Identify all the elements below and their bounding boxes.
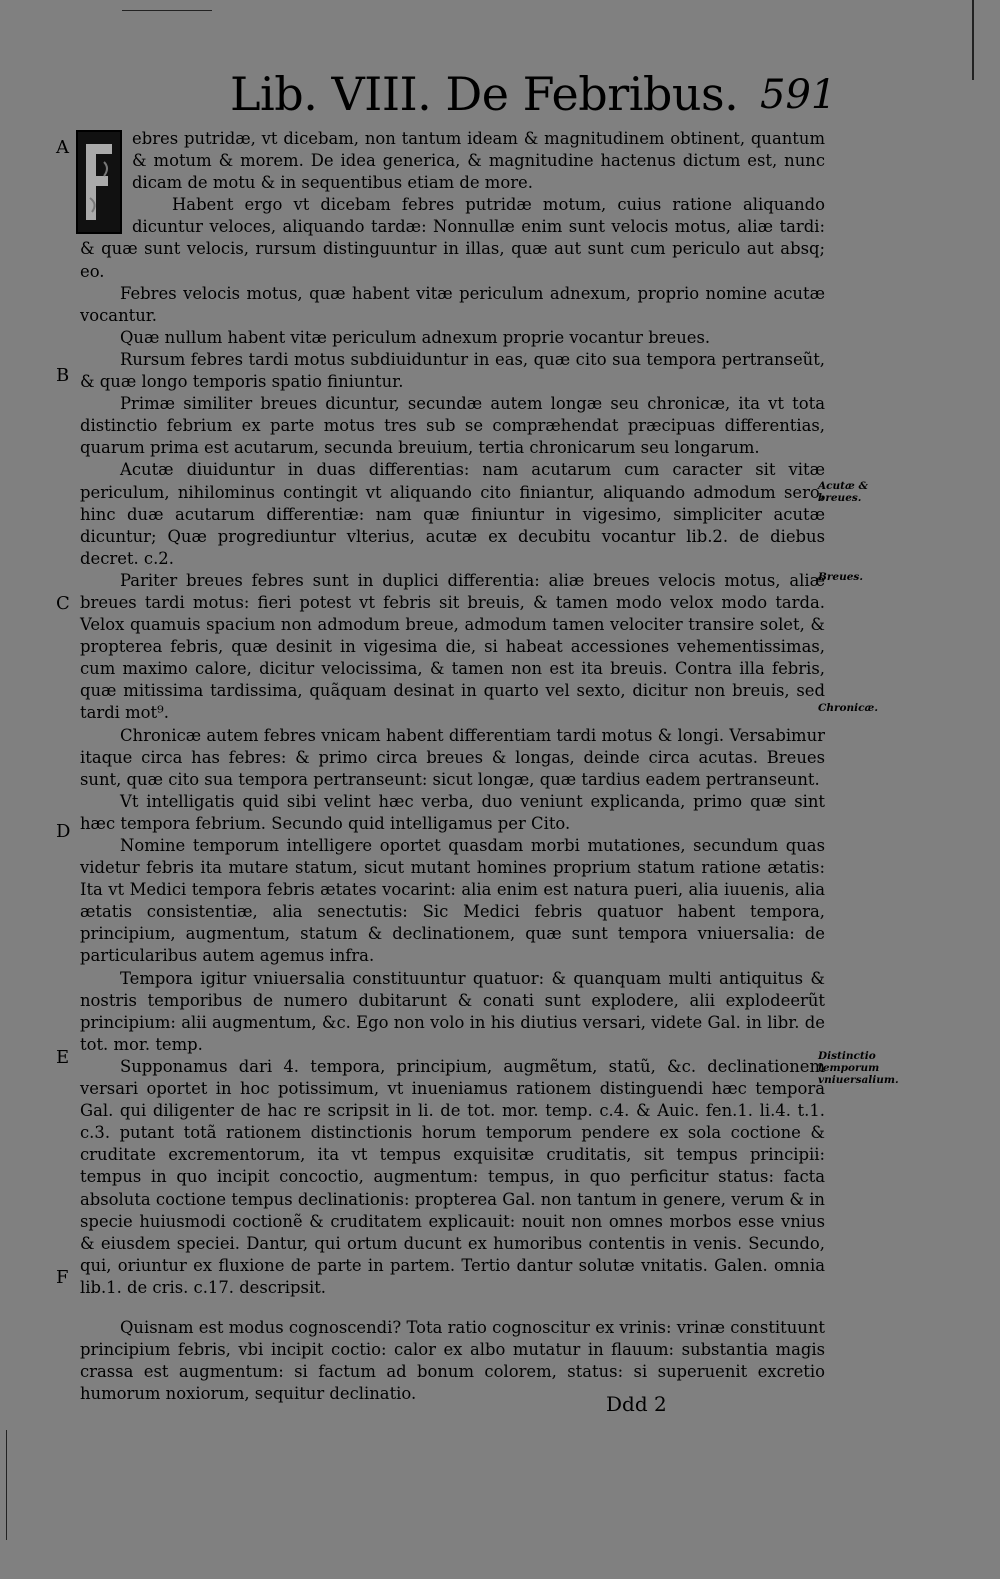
initial-f-icon — [78, 132, 120, 232]
margin-letter-d: D — [56, 821, 71, 842]
margin-letter-b: B — [56, 365, 70, 386]
margin-letter-c: C — [56, 593, 70, 614]
paragraph-8: Pariter breues febres sunt in duplici differentia: aliæ breues velocis motus, aliæ breues tardi motus: fieri potest vt febris sit breuis, & tamen modo velox modo tarda. Velox quamuis spacium non admodum breue, admodum tamen velociter transire solet, & propterea febris, quæ desinit in vigesima die, si habeat accessiones vehementissimas, cum maximo calore, dicitur velocissima, & tamen non est ita breuis. Contra illa febris, quæ mitissima tardissima, quãquam desinat in quarto vel sexto, dicitur non breuis, sed tardi mot⁹. — [80, 570, 825, 723]
sidenote-acutae: Acutæ & breues. — [818, 480, 868, 504]
paragraph-3: Febres velocis motus, quæ habent vitæ periculum adnexum, proprio nomine acutæ vocantur. — [80, 283, 825, 325]
sidenote-distinctio: Distinctio temporum vniuersalium. — [818, 1050, 899, 1086]
margin-letter-a: A — [56, 137, 69, 158]
margin-letter-f: F — [56, 1267, 69, 1288]
paragraph-12: Tempora igitur vniuersalia constituuntur quatuor: & quanquam multi antiquitus & nostris temporibus de numero dubitarunt & conati sunt explodere, alii explodeerũt principium: alii augmentum, &c. Ego non volo in his diutius versari, videte Gal. in libr. de tot. mor. temp. — [80, 968, 825, 1054]
paragraph-14: Quisnam est modus cognoscendi? Tota ratio cognoscitur ex vrinis: vrinæ constituunt principium febris, vbi incipit coctio: calor ex albo mutatur in flauum: substantia magis crassa est augmentum: si factum ad bonum colorem, status: si superuenit excretio humorum noxiorum, sequitur declinatio. — [80, 1317, 825, 1404]
paragraph-9: Chronicæ autem febres vnicam habent differentiam tardi motus & longi. Versabimur itaque circa has febres: & primo circa breues & longas, deinde circa acutas. Breues sunt, quæ cito sua tempora pertranseunt: sicut longæ, quæ tardius eadem pertranseunt. — [80, 725, 825, 789]
main-text — [80, 128, 825, 1405]
paragraph-10: Vt intelligatis quid sibi velint hæc verba, duo veniunt explicanda, primo quæ sint hæc tempora febrium. Secundo quid intelligamus per Cito. — [80, 791, 825, 833]
decorated-initial — [76, 130, 122, 234]
paragraph-13: Supponamus dari 4. tempora, principium, augmẽtum, statũ, &c. declinationem versari oportet in hoc potissimum, vt inueniamus rationem distinguendi hæc tempora Gal. qui diligenter de hac re scripsit in li. de tot. mor. temp. c.4. & Auic. fen.1. li.4. t.1. c.3. putant totã rationem distinctionis horum temporum pendere ex sola coctione & cruditate excrementorum, ita vt tempus exquisitæ cruditatis, sit tempus principii: tempus in quo incipit concoctio, augmentum: tempus, in quo perficitur status: facta absoluta coctione tempus declinationis: propterea Gal. non tantum in genere, verum & in specie huiusmodi coctionẽ & cruditatem explicauit: nouit non omnes morbos esse vnius & eiusdem speciei. Dantur, qui ortum ducunt ex humoribus contentis in venis. Secundo, qui, oriuntur ex fluxione de parte in partem. Tertio dantur solutæ vnitatis. Galen. omnia lib.1. de cris. c.17. descripsit. — [80, 1056, 825, 1297]
sidenote-breves: Breues. — [818, 571, 863, 583]
top-rule — [122, 10, 212, 11]
page-number: 591 — [760, 72, 837, 118]
paragraph-1: ebres putridæ, vt dicebam, non tantum ideam & magnitudinem obtinent, quantum & motum & morem. De idea generica, & magnitudine hactenus dictum est, nunc dicam de motu & in sequentibus etiam de more. — [80, 128, 825, 194]
paragraph-4: Quæ nullum habent vitæ periculum adnexum proprie vocantur breues. — [120, 327, 711, 347]
page-edge-left — [6, 1430, 7, 1540]
margin-letter-e: E — [56, 1047, 70, 1068]
paragraph-7: Acutæ diuiduntur in duas differentias: nam acutarum cum caracter sit vitæ periculum, nihilominus contingit vt aliquando cito finiantur, aliquando admodum sero, hinc duæ acutarum differentiæ: nam quæ finiuntur in vigesimo, simpliciter acutæ dicuntur; Quæ progrediuntur vlterius, acutæ ex decubitu vocantur lib.2. de diebus decret. c.2. — [80, 460, 825, 568]
paragraph-5: Rursum febres tardi motus subdiuiduntur in eas, quæ cito sua tempora pertranseũt, & quæ longo temporis spatio finiuntur. — [80, 349, 825, 392]
paragraph-11: Nomine temporum intelligere oportet quasdam morbi mutationes, secundum quas videtur febris ita mutare statum, sicut mutant homines proprium statum ratione ætatis: Ita vt Medici tempora febris ætates vocarint: alia enim est natura pueri, alia iuuenis, alia ætatis consistentiæ, alia senectutis: Sic Medici febris quatuor habent tempora, principium, augmentum, statum & declinationem, quæ sunt tempora vniuersalia: de particularibus autem agemus infra. — [80, 836, 825, 966]
paragraph-6: Primæ similiter breues dicuntur, secundæ autem longæ seu chronicæ, ita vt tota distinctio febrium ex parte motus tres sub se compræhendat præcipuas differentias, quarum prima est acutarum, secunda breuium, tertia chronicarum seu longarum. — [80, 394, 825, 458]
page-edge-right — [972, 0, 974, 80]
running-head: Lib. VIII. De Febribus. — [230, 67, 739, 121]
signature-mark: Ddd 2 — [606, 1392, 667, 1416]
paragraph-2: Habent ergo vt dicebam febres putridæ motum, cuius ratione aliquando dicuntur veloces, aliquando tardæ: Nonnullæ enim sunt velocis motus, aliæ tardi: & quæ sunt velocis, rursum distinguuntur in illas, quæ aut sunt cum periculo aut absq; eo. — [80, 195, 825, 281]
sidenote-chronicae: Chronicæ. — [818, 702, 878, 714]
